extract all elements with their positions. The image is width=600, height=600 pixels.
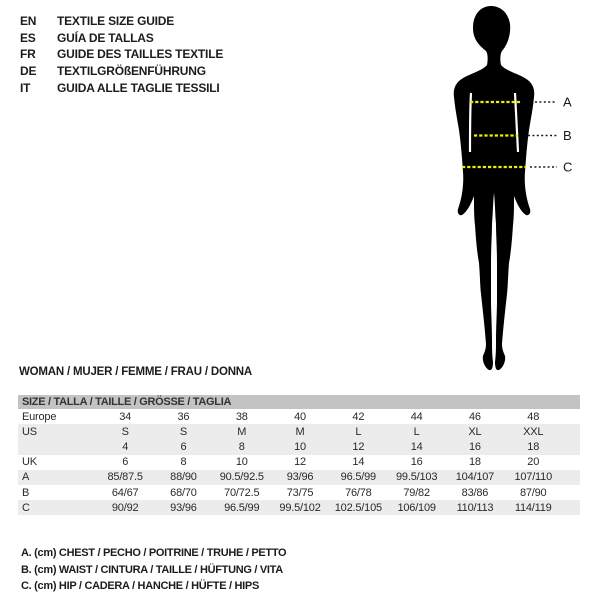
- language-row: [20, 30, 223, 47]
- size-value: XXL: [523, 425, 544, 438]
- size-value: 14: [410, 440, 423, 453]
- size-value: 102.5/105: [334, 501, 382, 514]
- size-value: XL: [468, 425, 482, 438]
- size-value: 76/78: [345, 486, 372, 499]
- size-value: 68/70: [170, 486, 197, 499]
- size-value: 36: [177, 410, 190, 423]
- size-value: 64/67: [111, 486, 139, 499]
- size-value: 38: [235, 410, 248, 423]
- language-row: [20, 46, 223, 63]
- row-label: A: [22, 471, 30, 484]
- size-value: 16: [469, 440, 481, 453]
- size-value: 48: [527, 410, 540, 423]
- size-value: 96.5/99: [340, 471, 376, 484]
- table-row-hip: [18, 500, 580, 515]
- size-value: M: [295, 425, 305, 438]
- language-title: TEXTILGRÖßENFÜHRUNG: [57, 64, 206, 79]
- language-title: GUIDA ALLE TAGLIE TESSILI: [57, 80, 220, 95]
- language-row: [20, 63, 223, 80]
- size-value: 73/75: [286, 486, 314, 499]
- table-row-uk: [18, 455, 580, 470]
- woman-silhouette-figure: [410, 0, 600, 380]
- size-value: 104/107: [455, 471, 495, 484]
- size-table-header: SIZE / TALLA / TAILLE / GRÖSSE / TAGLIA: [18, 395, 580, 409]
- row-label: Europe: [22, 410, 57, 423]
- size-value: 114/119: [514, 501, 552, 514]
- size-value: 42: [352, 410, 365, 423]
- size-value: 83/86: [461, 486, 489, 499]
- row-label: US: [22, 425, 37, 438]
- legend-line-hip: C. (cm) HIP / CADERA / HANCHE / HÜFTE / HIPS: [21, 580, 259, 593]
- size-value: 79/82: [403, 486, 430, 499]
- size-value: 18: [527, 440, 540, 453]
- language-code: EN: [20, 14, 37, 29]
- size-value: 85/87.5: [107, 471, 143, 484]
- size-value: 93/96: [286, 471, 314, 484]
- size-value: 8: [238, 440, 245, 453]
- size-value: 99.5/103: [396, 471, 438, 484]
- table-row-europe: [18, 409, 580, 424]
- size-value: 40: [294, 410, 306, 423]
- language-code: FR: [20, 47, 36, 62]
- size-value: 18: [469, 456, 481, 469]
- table-row-us-numbers: [18, 439, 580, 454]
- marker-label-waist: B: [563, 128, 572, 143]
- size-value: 12: [352, 440, 365, 453]
- gender-line: WOMAN / MUJER / FEMME / FRAU / DONNA: [19, 366, 253, 378]
- size-value: 87/90: [519, 486, 547, 499]
- size-value: 34: [119, 410, 132, 423]
- size-value: S: [179, 425, 188, 438]
- size-value: 70/72.5: [224, 486, 260, 499]
- size-value: L: [355, 425, 362, 438]
- language-code: IT: [20, 80, 31, 95]
- size-value: 96.5/99: [224, 501, 260, 514]
- size-value: 12: [294, 456, 306, 469]
- woman-silhouette: [454, 6, 535, 370]
- size-table: [18, 395, 580, 515]
- size-value: 10: [294, 440, 306, 453]
- size-value: 90.5/92.5: [219, 471, 264, 484]
- size-value: 44: [410, 410, 423, 423]
- size-value: L: [413, 425, 420, 438]
- size-value: 90/92: [111, 501, 139, 514]
- size-value: 20: [527, 456, 540, 469]
- size-value: 16: [410, 456, 423, 469]
- size-value: S: [121, 425, 129, 438]
- marker-label-hip: C: [563, 159, 573, 175]
- language-row: [20, 13, 223, 30]
- table-row-waist: [18, 485, 580, 500]
- language-code: DE: [20, 64, 37, 79]
- size-value: 93/96: [170, 501, 197, 514]
- size-value: 14: [352, 456, 365, 469]
- measure-legend: [21, 545, 286, 595]
- size-value: 46: [469, 410, 481, 423]
- language-title: GUÍA DE TALLAS: [57, 30, 154, 45]
- size-value: 99.5/102: [279, 501, 321, 514]
- table-row-chest: [18, 470, 580, 485]
- language-title: GUIDE DES TAILLES TEXTILE: [57, 47, 224, 62]
- row-label: UK: [22, 456, 37, 469]
- size-value: 4: [122, 440, 129, 453]
- size-value: M: [237, 425, 247, 438]
- legend-line-waist: B. (cm) WAIST / CINTURA / TAILLE / HÜFTUNG / VITA: [21, 563, 283, 576]
- size-value: 6: [180, 440, 187, 453]
- language-title: TEXTILE SIZE GUIDE: [57, 14, 175, 29]
- row-label: B: [22, 486, 30, 499]
- language-code: ES: [20, 30, 36, 45]
- row-label: C: [22, 501, 30, 514]
- size-value: 106/109: [397, 501, 436, 514]
- legend-line-chest: A. (cm) CHEST / PECHO / POITRINE / TRUHE / PETTO: [21, 547, 287, 560]
- marker-label-chest: A: [563, 94, 572, 110]
- size-value: 6: [122, 456, 129, 469]
- size-value: 8: [180, 456, 187, 469]
- size-value: 110/113: [456, 501, 494, 514]
- size-value: 10: [235, 456, 248, 469]
- language-row: [20, 79, 223, 96]
- size-value: 88/90: [170, 471, 197, 484]
- size-value: 107/110: [514, 471, 552, 484]
- table-row-us-letters: [18, 424, 580, 439]
- language-title-list: [20, 13, 223, 96]
